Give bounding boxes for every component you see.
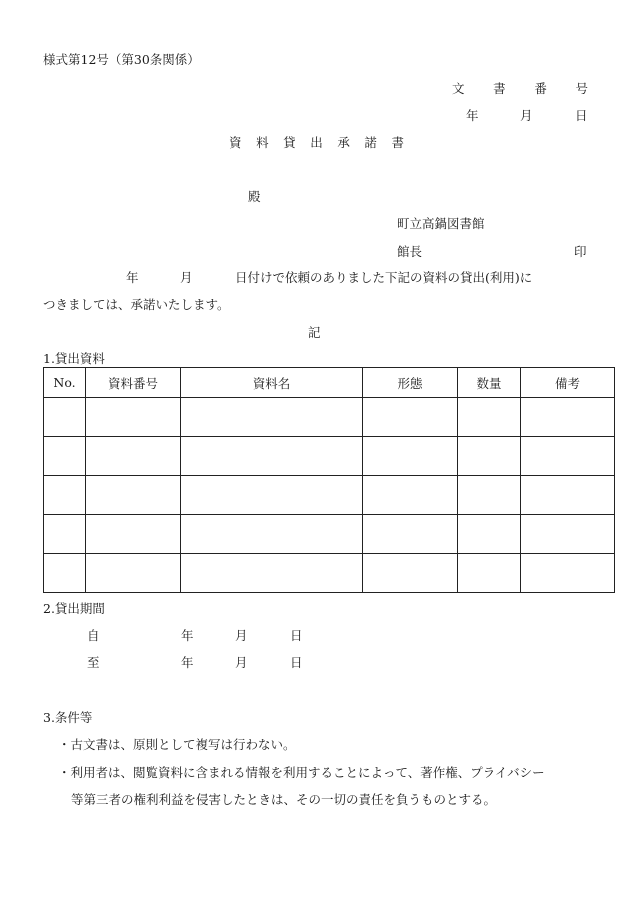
table-row bbox=[44, 398, 615, 437]
table-cell bbox=[86, 437, 181, 476]
table-row bbox=[44, 515, 615, 554]
form-number: 様式第12号（第30条関係） bbox=[43, 52, 200, 67]
table-cell bbox=[86, 476, 181, 515]
table-cell bbox=[181, 515, 363, 554]
header-date-month: 月 bbox=[520, 108, 533, 123]
table-cell bbox=[521, 398, 615, 437]
section1-heading: 1.貸出資料 bbox=[43, 351, 105, 366]
table-cell bbox=[521, 437, 615, 476]
body-line1: 日付けで依頼のありました下記の資料の貸出(利用)に bbox=[235, 270, 533, 285]
doc-number-char: 号 bbox=[575, 81, 588, 96]
title-char: 出 bbox=[310, 135, 323, 150]
table-cell bbox=[458, 476, 521, 515]
table-cell bbox=[363, 398, 458, 437]
condition-bullet-2: ・利用者は、閲覧資料に含まれる情報を利用することによって、著作権、プライバシー bbox=[58, 765, 545, 780]
doc-number-char: 番 bbox=[534, 81, 547, 96]
table-cell bbox=[181, 437, 363, 476]
table-cell bbox=[44, 398, 86, 437]
column-header-quantity: 数量 bbox=[458, 368, 521, 398]
table-cell bbox=[521, 554, 615, 593]
table-cell bbox=[86, 554, 181, 593]
column-header-form: 形態 bbox=[363, 368, 458, 398]
period-to-day: 日 bbox=[290, 655, 303, 670]
table-cell bbox=[521, 515, 615, 554]
title-char: 貸 bbox=[283, 135, 296, 150]
body-line2: つきましては、承諾いたします。 bbox=[43, 297, 230, 312]
period-from-label: 自 bbox=[87, 628, 100, 643]
title-char: 諾 bbox=[364, 135, 377, 150]
table-cell bbox=[458, 554, 521, 593]
title-char: 資 bbox=[229, 135, 242, 150]
condition-bullet-2-continued: 等第三者の権利利益を侵害したときは、その一切の責任を負うものとする。 bbox=[71, 792, 497, 807]
period-from-year: 年 bbox=[181, 628, 194, 643]
column-header-material-name: 資料名 bbox=[181, 368, 363, 398]
table-cell bbox=[521, 476, 615, 515]
issuer-organization: 町立高鍋図書館 bbox=[397, 216, 485, 231]
condition-bullet-1: ・古文書は、原則として複写は行わない。 bbox=[58, 737, 296, 752]
table-cell bbox=[44, 476, 86, 515]
column-header-material-number: 資料番号 bbox=[86, 368, 181, 398]
table-cell bbox=[86, 515, 181, 554]
column-header-remarks: 備考 bbox=[521, 368, 615, 398]
table-cell bbox=[181, 554, 363, 593]
title-char: 承 bbox=[337, 135, 350, 150]
seal-mark: 印 bbox=[574, 244, 587, 259]
period-to-label: 至 bbox=[87, 655, 100, 670]
table-row bbox=[44, 476, 615, 515]
table-cell bbox=[181, 398, 363, 437]
body-year: 年 bbox=[126, 270, 139, 285]
table-cell bbox=[363, 437, 458, 476]
table-cell bbox=[458, 437, 521, 476]
document-title bbox=[229, 135, 404, 151]
header-date-day: 日 bbox=[575, 108, 588, 123]
title-char: 料 bbox=[256, 135, 269, 150]
body-month: 月 bbox=[180, 270, 193, 285]
section3-heading: 3.条件等 bbox=[43, 710, 93, 725]
doc-number-char: 書 bbox=[493, 81, 506, 96]
column-header-no: No. bbox=[44, 368, 86, 398]
table-cell bbox=[44, 515, 86, 554]
table-header-row bbox=[44, 368, 615, 398]
period-to-year: 年 bbox=[181, 655, 194, 670]
doc-number-char: 文 bbox=[452, 81, 465, 96]
document-number-label bbox=[452, 81, 588, 97]
issuer-role: 館長 bbox=[397, 244, 423, 259]
table-cell bbox=[458, 398, 521, 437]
period-to-month: 月 bbox=[235, 655, 248, 670]
period-from-month: 月 bbox=[235, 628, 248, 643]
title-char: 書 bbox=[391, 135, 404, 150]
table-cell bbox=[181, 476, 363, 515]
table-cell bbox=[44, 437, 86, 476]
header-date-year: 年 bbox=[466, 108, 479, 123]
table-cell bbox=[363, 476, 458, 515]
period-from-day: 日 bbox=[290, 628, 303, 643]
table-row bbox=[44, 437, 615, 476]
table-cell bbox=[86, 398, 181, 437]
table-cell bbox=[44, 554, 86, 593]
section2-heading: 2.貸出期間 bbox=[43, 601, 105, 616]
table-row bbox=[44, 554, 615, 593]
table-cell bbox=[363, 554, 458, 593]
ki-heading: 記 bbox=[308, 325, 321, 340]
table-cell bbox=[363, 515, 458, 554]
loan-materials-table bbox=[43, 367, 615, 593]
table-cell bbox=[458, 515, 521, 554]
addressee-suffix: 殿 bbox=[248, 189, 261, 204]
